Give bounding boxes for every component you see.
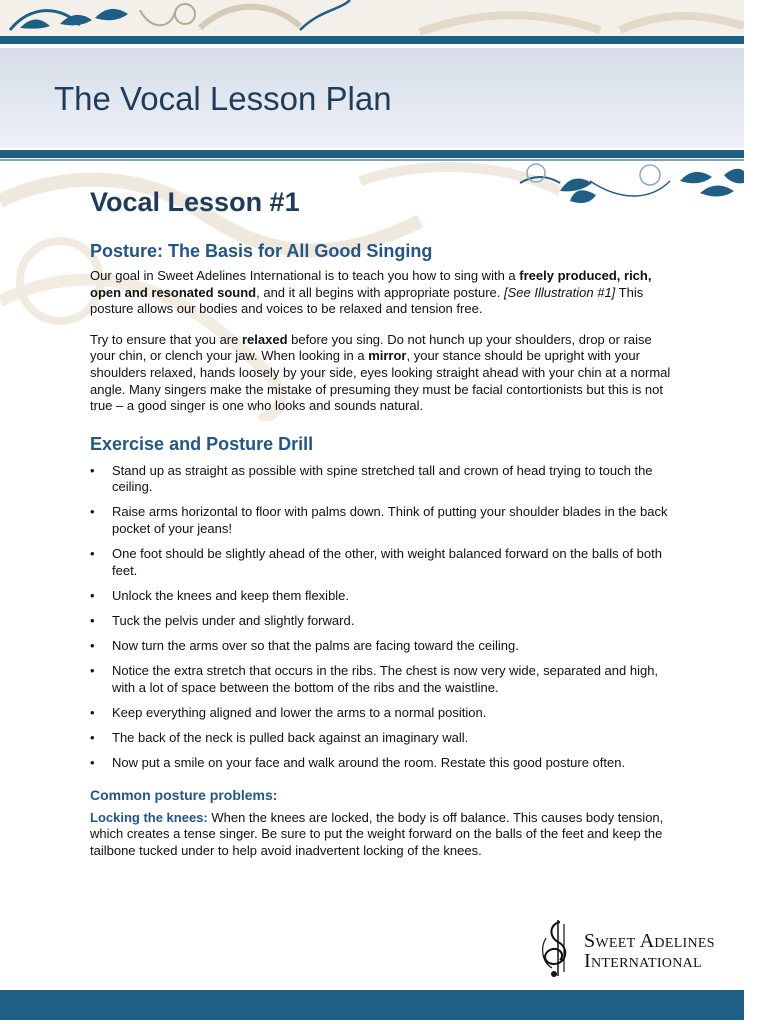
intro-paragraph — [90, 268, 676, 318]
relaxed-bold: relaxed — [241, 331, 288, 347]
intro-text-c: , and it all begins with appropriate posture. — [256, 284, 504, 300]
relax-text-e: , your stance should be upright with your shoulders relaxed, hands loosely by your side, eyes looking straight ahead with your chin at a normal angle. Many singers make the mistake of presuming they must be facial contortionists but this is not true – a good singer is one who looks and sounds natural. — [90, 348, 671, 414]
floral-ornament-icon — [0, 0, 744, 38]
list-item-text: One foot should be slightly ahead of the other, with weight balanced forward on the balls of both feet. — [112, 546, 662, 578]
list-item — [90, 613, 676, 630]
list-item — [90, 546, 676, 579]
mirror-bold: mirror — [368, 348, 407, 364]
list-item-text: The back of the neck is pulled back against an imaginary wall. — [112, 729, 469, 745]
intro-text-e: This posture allows our bodies and voices to be relaxed and tension free. — [90, 284, 644, 317]
bullet-icon: • — [90, 754, 95, 770]
list-item-text: Tuck the pelvis under and slightly forward. — [112, 612, 355, 628]
list-item — [90, 755, 676, 772]
list-item — [90, 504, 676, 537]
list-item — [90, 588, 676, 605]
document-title: The Vocal Lesson Plan — [54, 80, 392, 117]
exercise-heading: Exercise and Posture Drill — [90, 433, 314, 454]
bullet-icon: • — [90, 546, 95, 562]
top-decorative-band — [0, 0, 744, 38]
lesson-title: Vocal Lesson #1 — [90, 187, 300, 217]
illustration-reference: [See Illustration #1] — [504, 284, 616, 300]
list-item-text: Raise arms horizontal to floor with palms down. Think of putting your shoulder blades in the back pocket of your jeans! — [112, 504, 668, 537]
relax-text-c: before you sing. Do not hunch up your shoulders, drop or raise your chin, or clench your jaw. When looking in a — [90, 331, 652, 364]
list-item-text: Notice the extra stretch that occurs in the ribs. The chest is now very wide, separated and high, with a lot of space between the bottom of the ribs and the waistline. — [112, 663, 659, 695]
list-item — [90, 730, 676, 747]
logo-line-1-text: Sweet Adelines — [584, 930, 715, 952]
bullet-icon: • — [90, 462, 95, 478]
list-item-text: Now turn the arms over so that the palms are facing toward the ceiling. — [112, 638, 519, 653]
intro-text-a: Our goal in Sweet Adelines International is to teach you how to sing with a — [90, 268, 520, 283]
posture-heading: Posture: The Basis for All Good Singing — [90, 241, 433, 261]
bullet-icon: • — [90, 504, 95, 520]
sweet-adelines-logo — [536, 918, 726, 980]
bottom-rule — [0, 990, 744, 1020]
logo-line-2 — [584, 950, 702, 973]
lesson-content — [90, 184, 676, 873]
title-rule — [0, 150, 744, 158]
relax-paragraph — [90, 332, 676, 415]
treble-clef-logo-icon — [536, 918, 582, 980]
relax-text-a: Try to ensure that you are — [90, 331, 242, 347]
top-rule — [0, 36, 744, 44]
locking-knees-paragraph — [90, 810, 676, 860]
intro-text-bold: freely produced, rich, open and resonated sound — [90, 268, 652, 300]
bullet-icon: • — [90, 612, 95, 628]
problems-heading: Common posture problems: — [90, 786, 278, 803]
list-item — [90, 638, 676, 655]
list-item-text: Keep everything aligned and lower the arms to a normal position. — [112, 704, 487, 720]
list-item-text: Unlock the knees and keep them flexible. — [112, 587, 350, 603]
locking-knees-text: When the knees are locked, the body is off balance. This causes body tension, which creates a tense singer. Be sure to put the weight forward on the balls of the feet and keep the tailbone tucked under to help avoid inadvertent locking of the knees. — [90, 809, 664, 858]
bullet-icon: • — [90, 704, 95, 720]
list-item — [90, 663, 676, 696]
bullet-icon: • — [90, 587, 95, 603]
list-item-text: Stand up as straight as possible with spine stretched tall and crown of head trying to touch the ceiling. — [112, 462, 653, 495]
bullet-icon: • — [90, 729, 95, 745]
list-item — [90, 463, 676, 496]
posture-drill-list — [90, 463, 676, 772]
bullet-icon: • — [90, 663, 95, 679]
locking-knees-lead: Locking the knees: — [90, 809, 208, 825]
list-item — [90, 705, 676, 722]
logo-line-2-text: International — [584, 950, 702, 972]
bullet-icon: • — [90, 638, 95, 653]
list-item-text: Now put a smile on your face and walk around the room. Restate this good posture often. — [112, 754, 626, 770]
